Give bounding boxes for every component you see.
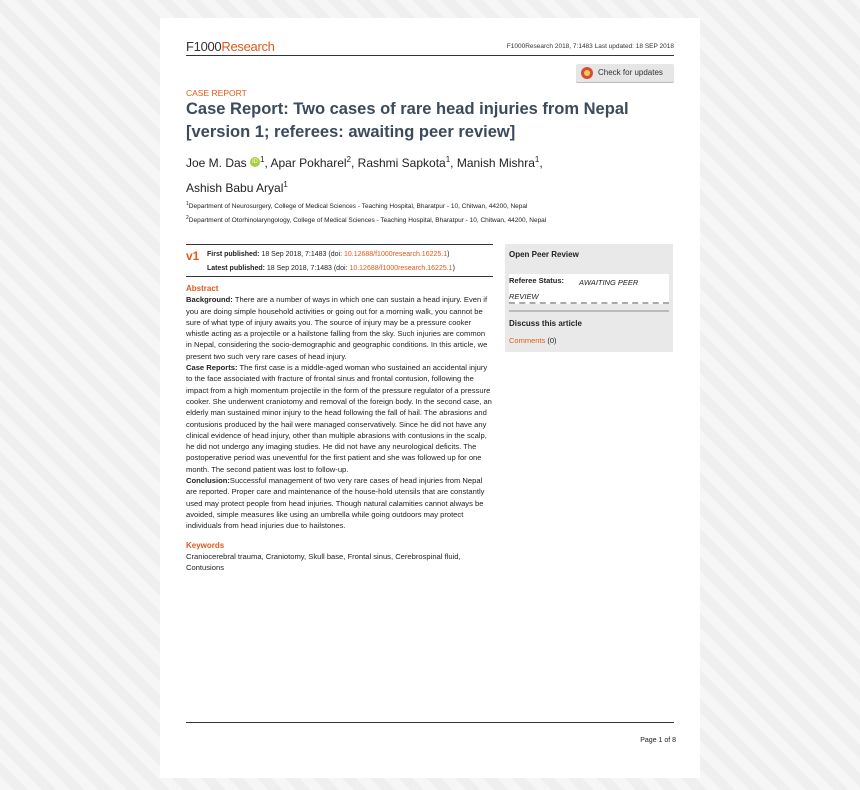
background-text: There are a number of ways in which one can sustain a head injury. Even if you are doing simple household activities or going out for a morning walk, you cannot be sure of what type of injury awaits you. The source of injury may be a pressure cooker whistle acting as a projectile or a hailstone falling from the sky. Such injuries are common in Nepal, considering the socio-demographic and geographic conditions. In this article, we present two such very rare cases of head injury. (186, 295, 488, 361)
author-line-1 (186, 149, 676, 174)
latest-published-doi-link[interactable]: 10.12688/f1000research.16225.1 (349, 264, 453, 272)
open-peer-review-panel (505, 244, 673, 352)
keywords-block (186, 540, 493, 574)
paren: ) (452, 264, 455, 272)
peer-review-title: Open Peer Review (509, 250, 579, 259)
background-label: Background: (186, 295, 233, 305)
cases-label: Case Reports: (186, 363, 238, 373)
logo-prefix: F1000 (186, 39, 222, 54)
author-name[interactable]: Ashish Babu Aryal (186, 181, 284, 195)
abstract-heading: Abstract (186, 284, 219, 293)
latest-published-text: 18 Sep 2018, 7:1483 (doi: (264, 264, 350, 272)
conclusion-label: Conclusion: (186, 476, 230, 486)
first-published-label: First published: (207, 251, 260, 258)
divider (186, 244, 493, 245)
referee-status-value: AWAITING PEER REVIEW (509, 278, 639, 301)
footer-divider (186, 722, 674, 723)
author-affil-sup: 1 (445, 155, 451, 164)
author-list (186, 149, 676, 199)
author-name[interactable]: Joe M. Das (186, 156, 247, 170)
check-for-updates-button[interactable] (576, 64, 674, 82)
affiliation-item (186, 213, 676, 227)
crossmark-icon (581, 67, 593, 79)
author-line-2 (186, 174, 676, 199)
logo-suffix: Research (221, 39, 275, 54)
publication-dates (207, 248, 497, 275)
author-affil-sup: 1 (260, 155, 265, 164)
affiliation-sup: 2 (186, 214, 189, 221)
author-name[interactable]: , Apar Pokharel (264, 156, 347, 170)
author-name[interactable]: , Manish Mishra (450, 156, 535, 170)
affiliation-sup: 1 (186, 201, 189, 207)
affiliation-text: Department of Neurosurgery, College of Medical Sciences - Teaching Hospital, Bharatpur - 10, Chitwan, 44200, Nepal (188, 203, 528, 211)
abstract-conclusion (186, 475, 493, 531)
page-number: Page 1 of 8 (620, 734, 676, 748)
paren: ) (447, 251, 450, 258)
divider (509, 310, 669, 312)
first-published-line (207, 248, 497, 262)
orcid-icon[interactable]: iD (250, 157, 260, 167)
keywords-text: Craniocerebral trauma, Craniotomy, Skull base, Frontal sinus, Cerebrospinal fluid, Contusions (186, 551, 461, 573)
author-affil-sup: 1 (534, 155, 540, 164)
publication-info: F1000Research 2018, 7:1483 Last updated: 18 SEP 2018 (506, 43, 674, 50)
referee-status-label: Referee Status: (509, 276, 565, 285)
article-title: Case Report: Two cases of rare head injuries from Nepal [version 1; referees: awaiting peer review] (186, 100, 629, 141)
abstract-section (186, 283, 493, 573)
affiliation-text: Department of Otorhinolaryngology, College of Medical Sciences - Teaching Hospital, Bharatpur - 10, Chitwan, 44200, Nepal (188, 216, 547, 224)
author-separator: , (539, 156, 543, 170)
comments-count: (0) (545, 336, 557, 345)
author-name[interactable]: , Rashmi Sapkota (351, 156, 446, 170)
journal-logo[interactable] (186, 39, 275, 54)
comments-link[interactable]: Comments (509, 336, 546, 345)
affiliations (186, 199, 676, 226)
abstract-background (186, 294, 493, 362)
affiliation-item (186, 199, 676, 213)
divider (186, 276, 493, 277)
author-affil-sup: 1 (283, 180, 288, 189)
keywords-heading: Keywords (186, 540, 225, 550)
check-for-updates-label: Check for updates (598, 68, 663, 77)
conclusion-text: Successful management of two very rare cases of head injuries from Nepal are reported. Proper care and maintenance of the house-hold utensils that are constantly used may protect people from head injuries. Though natural calamities cannot always be avoided, simple measures like using an umbrella while going outdoors may protect individuals from head injuries due to hailstones. (186, 476, 485, 531)
comments-line (509, 336, 557, 345)
latest-published-label: Latest published: (207, 264, 265, 272)
first-published-doi-link[interactable]: 10.12688/f1000research.16225.1 (343, 251, 448, 258)
discuss-title: Discuss this article (509, 319, 582, 328)
abstract-cases (186, 362, 493, 475)
article-type-label: CASE REPORT (186, 88, 247, 98)
author-affil-sup: 2 (346, 155, 351, 164)
referee-status-box (509, 274, 669, 304)
version-label: v1 (186, 249, 200, 263)
cases-text: The first case is a middle-aged woman who sustained an accidental injury to the face associated with fracture of frontal sinus and frontal contusion, following the impact from a high momentum projectile in the form of the pressure regulator of a pressure cooker. She underwent craniotomy and removal of the foreign body. In the second case, an elderly man sustained minor injury to the head following the fall of hail. The abrasions and contusions produced by the hail were managed conservatively. Since he did not have any clinical evidence of head injury, other than multiple abrasions with contusions in the scalp, he did not undergo any imaging studies. He did not have any neurological deficits. The postoperative period was uneventful for the first patient and she was followed up for one month. The second patient was lost to follow-up. (186, 363, 492, 474)
latest-published-line (207, 262, 497, 276)
document-header (186, 39, 674, 56)
first-published-text: 18 Sep 2018, 7:1483 (doi: (259, 251, 344, 258)
